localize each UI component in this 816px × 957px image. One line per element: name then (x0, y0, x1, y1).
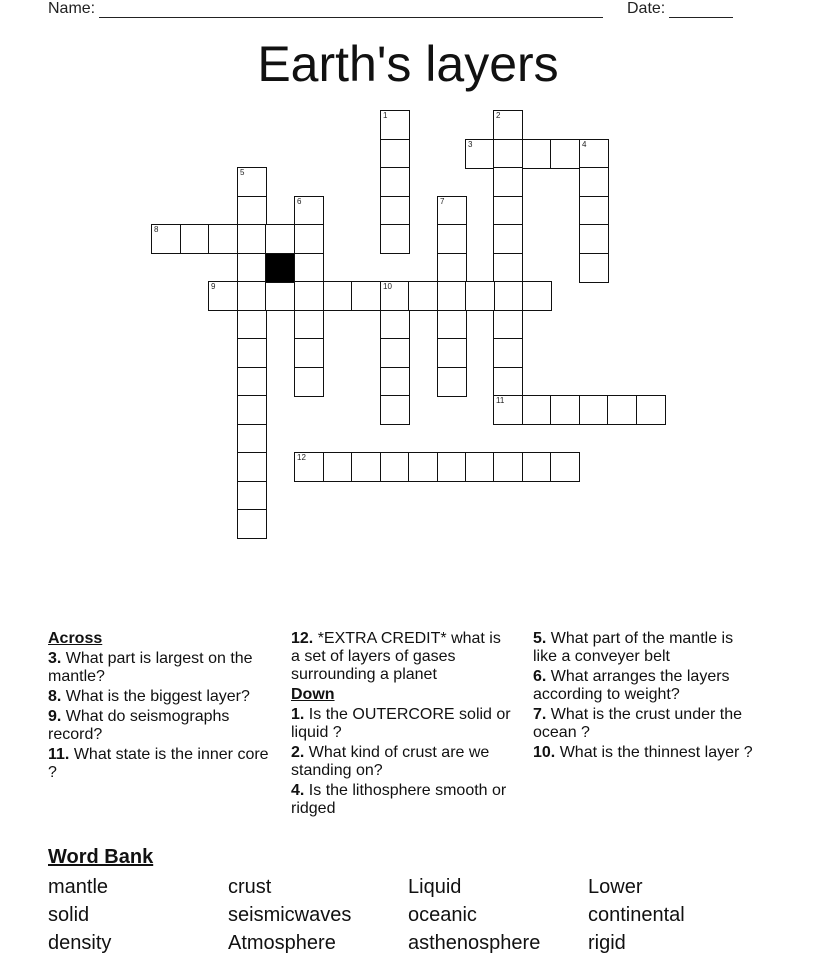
clue-across-12 (291, 630, 513, 684)
crossword-cell[interactable] (237, 196, 267, 226)
crossword-cell[interactable] (237, 167, 267, 197)
crossword-cell[interactable] (237, 310, 267, 340)
crossword-cell[interactable] (237, 281, 267, 311)
clue-across-11 (48, 746, 270, 782)
crossword-cell[interactable] (465, 139, 495, 169)
crossword-cell[interactable] (237, 367, 267, 397)
crossword-cell[interactable] (437, 281, 467, 311)
clue-down-7 (533, 706, 755, 742)
across-heading: Across (48, 630, 103, 647)
crossword-cell[interactable] (380, 110, 410, 140)
clue-number: 10. (533, 744, 556, 761)
crossword-cell[interactable] (208, 224, 238, 254)
crossword-cell[interactable] (351, 281, 381, 311)
down-heading: Down (291, 686, 335, 703)
crossword-cell[interactable] (493, 167, 523, 197)
date-label: Date: (627, 0, 666, 17)
clue-number: 7. (533, 706, 547, 723)
clue-down-4 (291, 782, 513, 818)
clues-column-1 (48, 630, 270, 784)
cell-number: 11 (496, 396, 505, 405)
crossword-cell[interactable] (265, 224, 295, 254)
crossword-cell[interactable] (579, 196, 609, 226)
crossword-cell[interactable] (493, 224, 523, 254)
crossword-cell[interactable] (579, 224, 609, 254)
crossword-cell[interactable] (493, 139, 523, 169)
crossword-cell[interactable] (380, 196, 410, 226)
cell-number: 10 (383, 282, 392, 291)
crossword-cell[interactable] (493, 110, 523, 140)
crossword-cell[interactable] (208, 281, 238, 311)
crossword-cell[interactable] (380, 367, 410, 397)
crossword-cell[interactable] (550, 395, 580, 425)
clue-text: What is the thinnest layer ? (559, 744, 753, 761)
crossword-cell[interactable] (294, 196, 324, 226)
word-bank-word: seismicwaves (228, 904, 352, 926)
crossword-cell[interactable] (493, 452, 523, 482)
black-cell (265, 253, 295, 283)
crossword-cell[interactable] (636, 395, 666, 425)
crossword-cell[interactable] (237, 481, 267, 511)
clue-number: 11. (48, 746, 70, 763)
clue-text: What arranges the layers according to weight? (533, 668, 730, 703)
crossword-cell[interactable] (265, 281, 295, 311)
crossword-cell[interactable] (380, 224, 410, 254)
cell-number: 7 (440, 197, 445, 206)
clue-across-8 (48, 688, 270, 706)
crossword-cell[interactable] (294, 253, 324, 283)
word-bank-word: Lower (588, 876, 643, 898)
clue-across-9 (48, 708, 270, 744)
crossword-cell[interactable] (437, 367, 467, 397)
crossword-cell[interactable] (408, 452, 438, 482)
word-bank-word: solid (48, 904, 90, 926)
crossword-cell[interactable] (380, 281, 410, 311)
clue-down-1 (291, 706, 513, 742)
cell-number: 8 (154, 225, 159, 234)
cell-number: 2 (496, 111, 501, 120)
clue-text: What is the biggest layer? (65, 688, 250, 705)
crossword-cell[interactable] (437, 196, 467, 226)
crossword-cell[interactable] (550, 452, 580, 482)
word-bank-word: density (48, 932, 112, 954)
cell-number: 3 (468, 140, 473, 149)
crossword-cell[interactable] (237, 338, 267, 368)
crossword-cell[interactable] (380, 395, 410, 425)
crossword-cell[interactable] (437, 452, 467, 482)
clue-text: What state is the inner core ? (48, 746, 269, 781)
cell-number: 9 (211, 282, 216, 291)
word-bank-word: continental (588, 904, 685, 926)
crossword-cell[interactable] (522, 139, 552, 169)
crossword-cell[interactable] (579, 167, 609, 197)
clue-text: What do seismographs record? (48, 708, 230, 743)
clue-across-3 (48, 650, 270, 686)
crossword-cell[interactable] (237, 224, 267, 254)
word-bank-word: Liquid (408, 876, 462, 898)
crossword-cell[interactable] (579, 139, 609, 169)
clue-number: 9. (48, 708, 62, 725)
page-title: Earth's layers (257, 36, 559, 92)
crossword-cell[interactable] (607, 395, 637, 425)
clue-number: 4. (291, 782, 305, 799)
crossword-cell[interactable] (380, 452, 410, 482)
crossword-cell[interactable] (294, 452, 324, 482)
cell-number: 6 (297, 197, 302, 206)
clue-number: 3. (48, 650, 62, 667)
cell-number: 1 (383, 111, 388, 120)
crossword-cell[interactable] (437, 253, 467, 283)
clue-text: Is the lithosphere smooth or ridged (291, 782, 507, 817)
clue-down-5 (533, 630, 755, 666)
crossword-cell[interactable] (294, 310, 324, 340)
name-label: Name: (48, 0, 96, 17)
crossword-cell[interactable] (493, 196, 523, 226)
crossword-cell[interactable] (294, 338, 324, 368)
crossword-cell[interactable] (522, 452, 552, 482)
crossword-cell[interactable] (237, 395, 267, 425)
crossword-cell[interactable] (465, 281, 495, 311)
crossword-cell[interactable] (437, 224, 467, 254)
crossword-cell[interactable] (493, 338, 523, 368)
clue-text: What part is largest on the mantle? (48, 650, 253, 685)
crossword-cell[interactable] (493, 253, 523, 283)
crossword-cell[interactable] (493, 367, 523, 397)
crossword-cell[interactable] (237, 509, 267, 539)
crossword-cell[interactable] (465, 452, 495, 482)
clue-down-10 (533, 744, 755, 762)
crossword-cell[interactable] (237, 424, 267, 454)
clues-column-3 (533, 630, 755, 764)
crossword-cell[interactable] (437, 310, 467, 340)
crossword-cell[interactable] (294, 367, 324, 397)
crossword-cell[interactable] (579, 253, 609, 283)
clue-number: 5. (533, 630, 547, 647)
crossword-cell[interactable] (351, 452, 381, 482)
crossword-cell[interactable] (380, 139, 410, 169)
clue-text: What kind of crust are we standing on? (291, 744, 490, 779)
crossword-cell[interactable] (323, 452, 353, 482)
clues-column-2 (291, 630, 513, 820)
crossword-cell[interactable] (294, 281, 324, 311)
clue-number: 6. (533, 668, 547, 685)
crossword-cell[interactable] (522, 395, 552, 425)
clue-text: What is the crust under the ocean ? (533, 706, 742, 741)
crossword-cell[interactable] (550, 139, 580, 169)
crossword-cell[interactable] (380, 167, 410, 197)
word-bank-heading: Word Bank (48, 846, 154, 868)
cell-number: 12 (297, 453, 306, 462)
crossword-cell[interactable] (237, 452, 267, 482)
crossword-cell[interactable] (493, 281, 523, 311)
crossword-cell[interactable] (151, 224, 181, 254)
crossword-cell[interactable] (437, 338, 467, 368)
word-bank-word: Atmosphere (228, 932, 336, 954)
crossword-cell[interactable] (180, 224, 210, 254)
crossword-cell[interactable] (323, 281, 353, 311)
clue-number: 1. (291, 706, 305, 723)
clue-down-2 (291, 744, 513, 780)
crossword-cell[interactable] (408, 281, 438, 311)
crossword-cell[interactable] (380, 338, 410, 368)
clue-text: Is the OUTERCORE solid or liquid ? (291, 706, 511, 741)
word-bank-word: mantle (48, 876, 109, 898)
word-bank-word: oceanic (408, 904, 477, 926)
word-bank-word: asthenosphere (408, 932, 541, 954)
clue-number: 8. (48, 688, 62, 705)
crossword-cell[interactable] (493, 310, 523, 340)
word-bank-word: crust (228, 876, 272, 898)
crossword-cell[interactable] (294, 224, 324, 254)
clue-number: 2. (291, 744, 305, 761)
crossword-cell[interactable] (522, 281, 552, 311)
crossword-cell[interactable] (380, 310, 410, 340)
cell-number: 4 (582, 140, 587, 149)
clue-text: *EXTRA CREDIT* what is a set of layers of gases surrounding a planet (291, 630, 501, 683)
cell-number: 5 (240, 168, 245, 177)
word-bank-word: rigid (588, 932, 626, 954)
clue-down-6 (533, 668, 755, 704)
clue-text: What part of the mantle is like a conveyer belt (533, 630, 734, 665)
clue-number: 12. (291, 630, 314, 647)
crossword-cell[interactable] (493, 395, 523, 425)
crossword-cell[interactable] (579, 395, 609, 425)
crossword-cell[interactable] (237, 253, 267, 283)
